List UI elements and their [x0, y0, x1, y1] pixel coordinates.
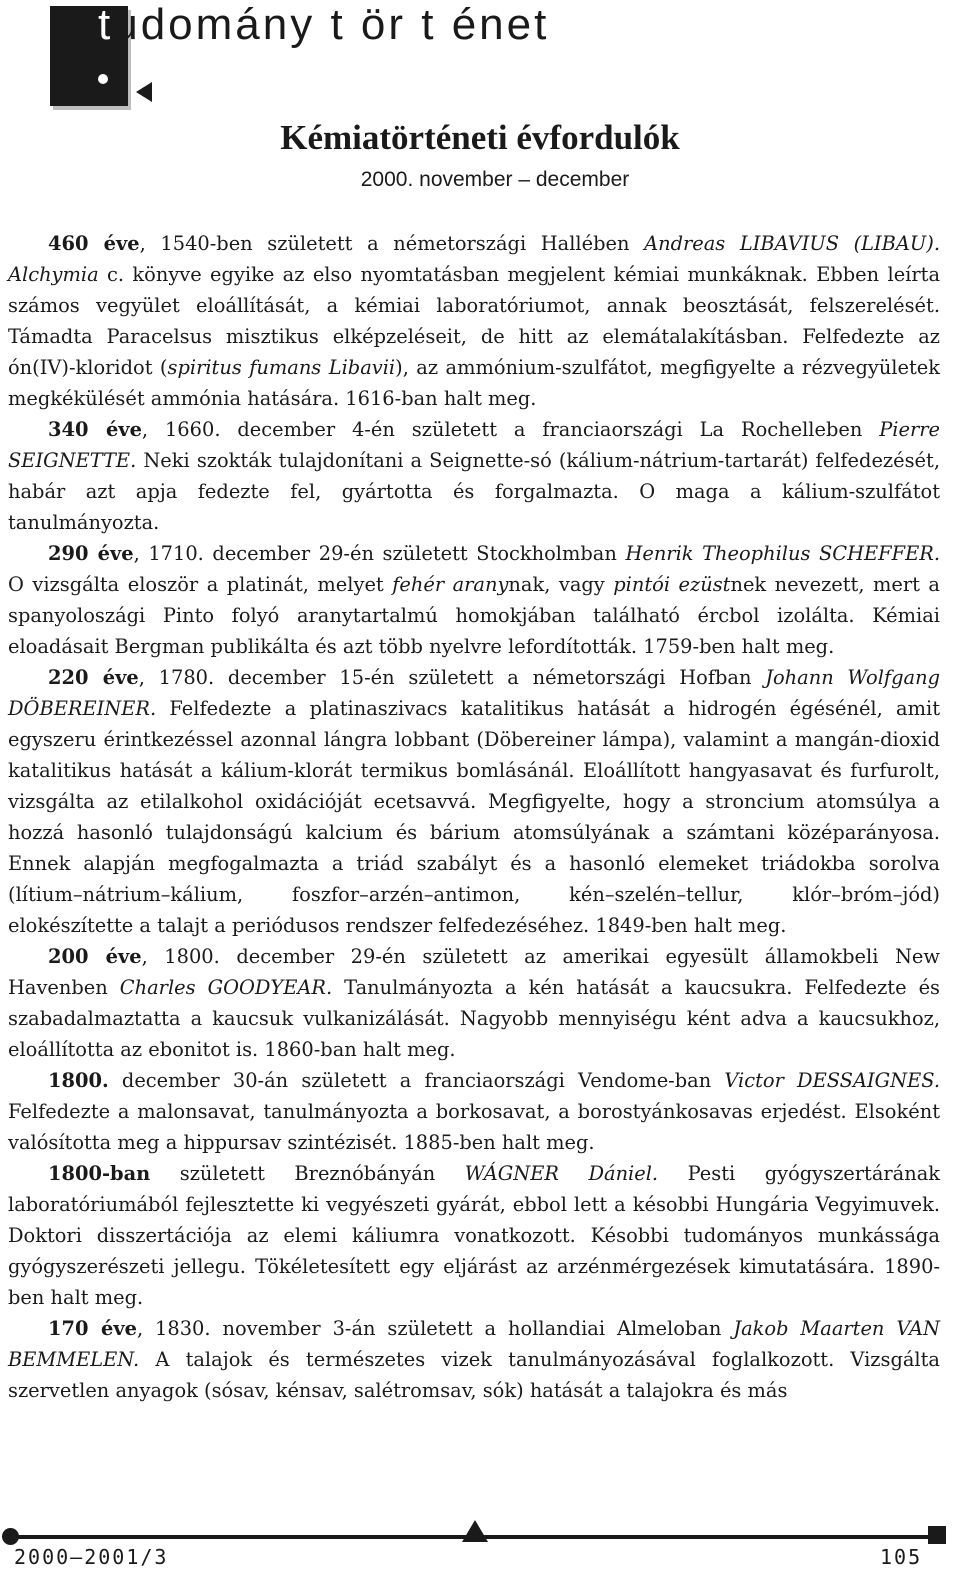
anniversary-entry: [8, 941, 940, 1065]
entry-italic: Alchymia: [8, 263, 99, 286]
entry-text: , 1540-ben született a németországi Hallében: [139, 232, 645, 255]
entry-text: , 1660. december 4-én született a franciaországi La Rochelleben: [141, 418, 880, 441]
entry-text: december 30-án született a franciaországi Vendome-ban: [108, 1069, 725, 1092]
article-body: [8, 228, 940, 1406]
entry-lead: 1800.: [48, 1069, 109, 1092]
entry-lead: 290 éve: [48, 542, 134, 565]
entry-name: Victor DESSAIGNES.: [724, 1069, 940, 1092]
entry-rest: A talajok és természetes vizek tanulmányozásával foglalkozott. Vizsgálta szervetlen anyagok (sósav, kénsav, salétromsav, sók) hatását a talajokra és más: [8, 1348, 940, 1402]
entry-text: , 1710. december 29-én született Stockholmban: [133, 542, 626, 565]
entry-text: született Breznóbányán: [150, 1162, 465, 1185]
entry-italic2: spiritus fumans Libavii: [167, 356, 396, 379]
rubric-logo-triangle-icon: [136, 82, 152, 102]
footer-square-icon: [928, 1526, 946, 1544]
entry-name: Pierre SEIGNETTE.: [8, 418, 940, 472]
entry-name: Johann Wolfgang DÖBEREINER.: [8, 666, 940, 720]
entry-text: , 1800. december 29-én született az amerikai egyesült államokbeli New Havenben: [8, 945, 940, 999]
page-number: 105: [880, 1545, 923, 1569]
entry-italic2: pintói ezüst: [613, 573, 731, 596]
entry-name: Charles GOODYEAR.: [119, 976, 333, 999]
footer-triangle-icon: [462, 1520, 488, 1542]
entry-pre-italic: O vizsgálta eloször a platinát, melyet: [8, 573, 393, 596]
entry-lead: 340 éve: [48, 418, 142, 441]
article-subtitle: 2000. november – december: [360, 168, 630, 191]
entry-italic: fehér arany: [392, 573, 509, 596]
entry-rest: Pesti gyógyszertárának laboratóriumából fejlesztette ki vegyészeti gyárát, ebbol lett a késobbi Hungária Vegyimuvek. Doktori disszertációja az elemi káliumra vonatkozott. Késobbi tudományos munkássága gyógyszerészeti jellegu. Tökéletesített egy eljárást az arzénmérgezések kimutatására. 1890-ben halt meg.: [8, 1162, 941, 1309]
anniversary-entry: [8, 1065, 940, 1158]
anniversary-entry: [8, 662, 940, 941]
anniversary-entry: [8, 228, 940, 414]
entry-lead: 1800-ban: [48, 1162, 151, 1185]
rubric-title: tudomány t ör t énet: [98, 0, 550, 49]
article-title: Kémiatörténeti évfordulók: [280, 118, 680, 157]
entry-lead: 460 éve: [48, 232, 140, 255]
entry-rest: Neki szokták tulajdonítani a Seignette-só (kálium-nátrium-tartarát) felfedezését, habár azt apja fedezte fel, gyártotta és forgalmazta. O maga a kálium-szulfátot tanulmányozta.: [8, 449, 940, 534]
entry-text: , 1780. december 15-én született a németországi Hofban: [138, 666, 766, 689]
anniversary-entry: [8, 414, 940, 538]
entry-rest2: ), az ammónium-szulfátot, megfigyelte a rézvegyületek megkékülését ammónia hatására. 1616-ban halt meg.: [8, 356, 940, 410]
entry-lead: 220 éve: [48, 666, 139, 689]
page-header: [0, 0, 960, 120]
entry-rest: nak, vagy: [508, 573, 614, 596]
entry-name: Andreas LIBAVIUS (LIBAU).: [644, 232, 941, 255]
entry-name: Henrik Theophilus SCHEFFER.: [625, 542, 941, 565]
entry-name: Jakob Maarten VAN BEMMELEN.: [8, 1317, 941, 1371]
entry-rest: Tanulmányozta a kén hatását a kaucsukra. Felfedezte és szabadalmaztatta a kaucsuk vulkanizálását. Nagyobb mennyiségu ként adva a kaucsukhoz, eloállította az ebonitot is. 1860-ban halt meg.: [8, 976, 941, 1061]
anniversary-entry: [8, 1158, 940, 1313]
issue-number: 2000–2001/3: [14, 1545, 169, 1569]
entry-text: , 1830. november 3-án született a hollandiai Almeloban: [136, 1317, 734, 1340]
entry-rest: Felfedezte a platinaszivacs katalitikus hatását a hidrogén égésénél, amit egyszeru érintkezéssel azonnal lángra lobbant (Döbereiner lámpa), valamint a mangán-dioxid katalitikus hatását a kálium-klorát termikus bomlásánál. Eloállított hangyasavat és furfurolt, vizsgálta az etilalkohol oxidációját ecetsavvá. Megfigyelte, hogy a stroncium atomsúlya a hozzá hasonló tulajdonságú kalcium és bárium atomsúlyának a számtani középarányosa. Ennek alapján megfogalmazta a triád szabályt és a hasonló elemeket triádokba sorolva (lítium–nátrium–kálium, foszfor–arzén–antimon, kén–szelén–tellur, klór–bróm–jód) elokészítette a talajt a periódusos rendszer felfedezéséhez. 1849-ben halt meg.: [8, 697, 940, 937]
anniversary-entry: [8, 1313, 940, 1406]
entry-lead: 200 éve: [48, 945, 142, 968]
anniversary-entry: [8, 538, 940, 662]
entry-rest: c. könyve egyike az elso nyomtatásban megjelent kémiai munkáknak. Ebben leírta számos vegyület eloállítását, a kémiai laboratóriumot, annak beosztását, felszerelését. Támadta Paracelsus misztikus elképzeléseit, de hitt az elemátalakításban. Felfedezte az ón(IV)-kloridot (: [8, 263, 940, 379]
rubric-logo-dot: [98, 74, 108, 84]
entry-name: WÁGNER Dániel.: [464, 1162, 659, 1185]
entry-rest: Felfedezte a malonsavat, tanulmányozta a borkosavat, a borostyánkosavas erjedést. Elsoként valósította meg a hippursav szintézisét. 1885-ben halt meg.: [8, 1100, 940, 1154]
entry-rest2: nek nevezett, mert a spanyoloszági Pinto folyó aranytartalmú homokjában található ércbol izolálta. Kémiai eloadásait Bergman publikálta és azt több nyelvre lefordították. 1759-ben halt meg.: [8, 573, 940, 658]
entry-lead: 170 éve: [48, 1317, 137, 1340]
